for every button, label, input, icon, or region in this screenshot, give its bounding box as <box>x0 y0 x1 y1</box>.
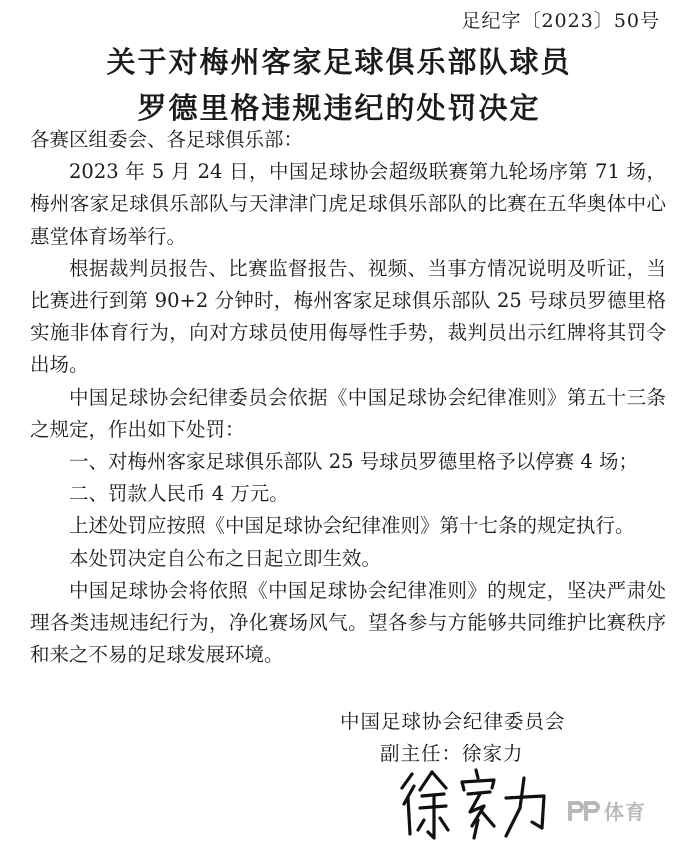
penalty-item-1: 一、对梅州客家足球俱乐部队 25 号球员罗德里格予以停赛 4 场； <box>69 450 639 474</box>
paragraph: 本处罚决定自公布之日起立即生效。 <box>69 546 382 570</box>
salutation: 各赛区组委会、各足球俱乐部： <box>30 128 304 151</box>
handwritten-signature <box>394 764 554 844</box>
pp-sports-logo-icon <box>566 797 600 825</box>
title-line-2: 罗德里格违规违纪的处罚决定 <box>137 91 541 125</box>
signing-organization: 中国足球协会纪律委员会 <box>340 710 566 733</box>
paragraph: 2023 年 5 月 24 日，中国足球协会超级联赛第九轮场序第 71 场，梅州客家足球俱乐部队与天津津门虎足球俱乐部队的比赛在五华奥体中心惠堂体育场举行。 <box>30 160 666 248</box>
penalty-item-2: 二、罚款人民币 4 万元。 <box>69 482 289 506</box>
document-body <box>30 124 666 671</box>
paragraph: 上述处罚应按照《中国足球协会纪律准则》第十七条的规定执行。 <box>69 514 635 538</box>
paragraph: 中国足球协会将依照《中国足球协会纪律准则》的规定，坚决严肃处理各类违规违纪行为，净化赛场风气。望各参与方能够共同维护比赛秩序和来之不易的足球发展环境。 <box>30 578 666 667</box>
signing-person: 副主任：徐家力 <box>380 742 524 765</box>
paragraph: 中国足球协会纪律委员会依据《中国足球协会纪律准则》第五十三条之规定，作出如下处罚： <box>30 385 666 441</box>
paragraph: 根据裁判员报告、比赛监督报告、视频、当事方情况说明及听证，当比赛进行到第 90+2 分钟时，梅州客家足球俱乐部队 25 号球员罗德里格实施非体育行为，向对方球员使用侮辱性手势，裁判员出示红牌将其罚令出场。 <box>30 256 666 377</box>
watermark <box>566 796 646 825</box>
watermark-text: 体育 <box>604 800 646 824</box>
document-number: 足纪字〔2023〕50号 <box>461 10 660 32</box>
title-line-1: 关于对梅州客家足球俱乐部队球员 <box>106 45 572 79</box>
